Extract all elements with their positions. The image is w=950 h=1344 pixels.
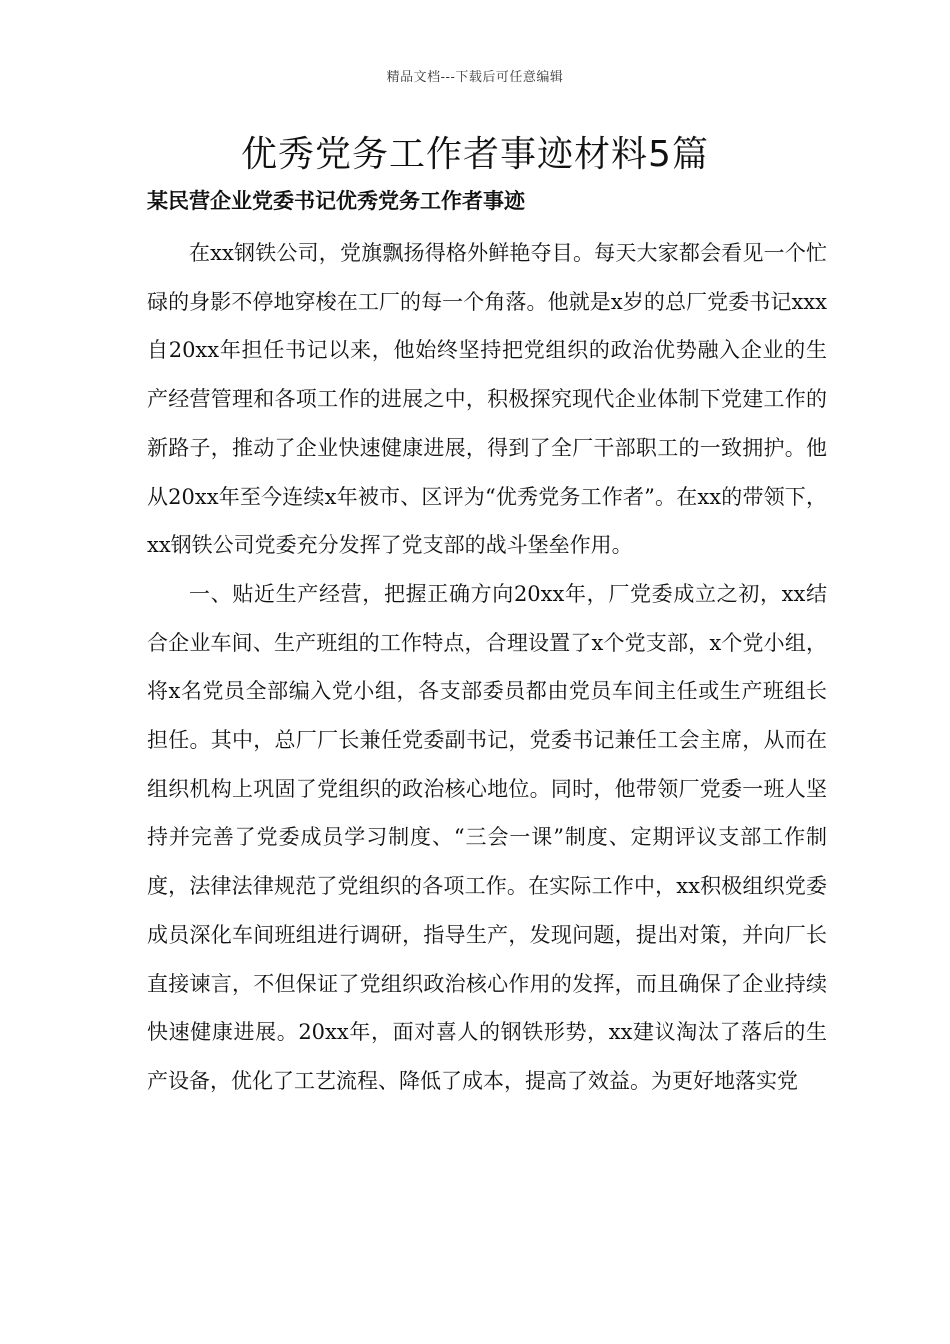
document-subtitle: 某民营企业党委书记优秀党务工作者事迹 [147,188,525,213]
paragraph-intro: 在xx钢铁公司，党旗飘扬得格外鲜艳夺目。每天大家都会看见一个忙碌的身影不停地穿梭在工厂的每一个角落。他就是x岁的总厂党委书记xxx自20xx年担任书记以来，他始终坚持把党组织的政治优势融入企业的生产经营管理和各项工作的进展之中，积极探究现代企业体制下党建工作的新路子，推动了企业快速健康进展，得到了全厂干部职工的一致拥护。他从20xx年至今连续x年被市、区评为“优秀党务工作者”。在xx的带领下，xx钢铁公司党委充分发挥了党支部的战斗堡垒作用。 [147,241,827,558]
paragraph-section-one: 一、贴近生产经营，把握正确方向20xx年，厂党委成立之初，xx结合企业车间、生产班组的工作特点，合理设置了x个党支部，x个党小组，将x名党员全部编入党小组，各支部委员都由党员车间主任或生产班组长担任。其中，总厂厂长兼任党委副书记，党委书记兼任工会主席，从而在组织机构上巩固了党组织的政治核心地位。同时，他带领厂党委一班人坚持并完善了党委成员学习制度、“三会一课”制度、定期评议支部工作制度，法律法律规范了党组织的各项工作。在实际工作中，xx积极组织党委成员深化车间班组进行调研，指导生产，发现问题，提出对策，并向厂长直接谏言，不但保证了党组织政治核心作用的发挥，而且确保了企业持续快速健康进展。20xx年，面对喜人的钢铁形势，xx建议淘汰了落后的生产设备，优化了工艺流程、降低了成本，提高了效益。为更好地落实党 [147,581,827,1093]
document-body [147,229,827,1106]
document-title: 优秀党务工作者事迹材料5篇 [241,134,709,175]
header-note: 精品文档---下载后可任意编辑 [386,70,564,85]
